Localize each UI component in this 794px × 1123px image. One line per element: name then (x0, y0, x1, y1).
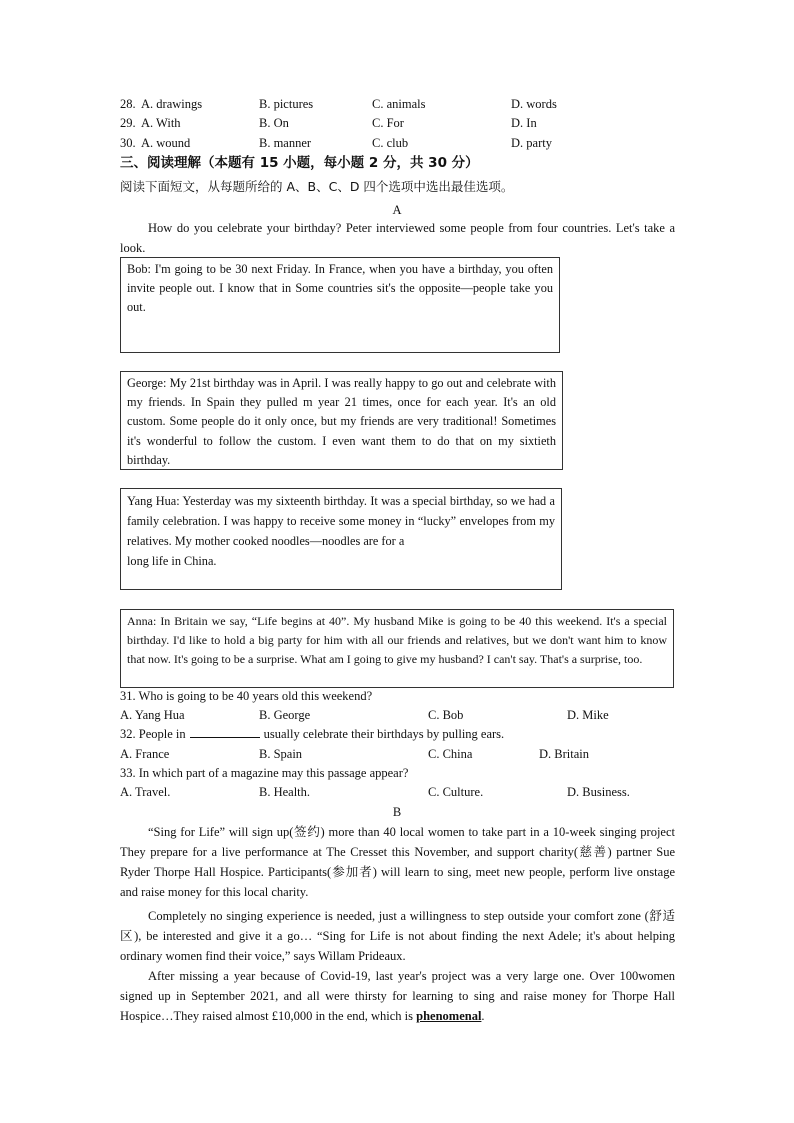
answer-blank (190, 725, 260, 738)
option-d: D. words (511, 97, 557, 111)
choice-a: A. Travel. (120, 785, 171, 799)
question-33-choices (120, 783, 680, 801)
choice-c: C. China (428, 747, 473, 761)
option-c: C. For (372, 116, 404, 130)
question-32-stem (120, 725, 504, 743)
passage-b-p1-text: “Sing for Life” will sign up(签约) more than 40 local women to take part in a 10-week singing project They prepare for a live performance at The Cresset this November, and support charity(慈善) partner Sue Ryder Thorpe Hall Hospice. Participants(参加者) will learn to sing, meet new people, perform live onstage and raise money for this local charity. (120, 825, 675, 899)
passage-a-intro-text: How do you celebrate your birthday? Peter interviewed some people from four countries. Let's take a look. (120, 221, 675, 255)
question-32-stem-post: usually celebrate their birthdays by pulling ears. (263, 727, 505, 741)
question-number: 29. (120, 116, 136, 130)
choice-d: D. Mike (567, 708, 609, 722)
highlighted-word: phenomenal (416, 1009, 482, 1023)
interview-box-bob (120, 257, 560, 353)
passage-a-label: A (392, 203, 402, 217)
passage-b-p3-text: After missing a year because of Covid-19, last year's project was a very large one. Over 100women signed up in September 2021, and all were thirsty for learning to sing and raise money for Thorpe Hall Hospice…They raised almost £10,000 in the end, which is (120, 969, 675, 1023)
interview-text-george: George: My 21st birthday was in April. I was really happy to go out and celebrate with my friends. In Spain they pulled m year 21 times, once for each year. It's an old custom. Some people do it only once, but my friends are very traditional! Sometimes it's wonderful to follow the custom. I even want them to do that on my sixtieth birthday. (127, 376, 556, 467)
choice-c: C. Bob (428, 708, 464, 722)
option-c: C. animals (372, 97, 426, 111)
choice-a: A. France (120, 747, 170, 761)
option-row-28 (120, 95, 680, 113)
option-b: B. pictures (259, 97, 314, 111)
option-c: C. club (372, 136, 409, 150)
interview-box-yang-hua (120, 488, 562, 590)
section-instruction: 阅读下面短文，从每题所给的 A、B、C、D 四个选项中选出最佳选项。 (120, 179, 514, 194)
option-d: D. In (511, 116, 537, 130)
question-31-choices (120, 706, 680, 724)
passage-b-paragraph-1 (120, 822, 675, 902)
interview-text-anna: Anna: In Britain we say, “Life begins at 40”. My husband Mike is going to be 40 this weekend. It's a special birthday. I'd like to hold a big party for him with all our friends and relatives, but we don't want him to know that now. It's going to be a surprise. What am I going to give my husband? I can't say. That's a surprise, too. (127, 614, 667, 666)
interview-text-yang-hua-cont: long life in China. (127, 554, 217, 568)
option-b: B. manner (259, 136, 312, 150)
question-32-choices (120, 745, 680, 763)
option-d: D. party (511, 136, 552, 150)
passage-a-intro (120, 218, 675, 258)
choice-b: B. George (259, 708, 311, 722)
passage-b-p2-text: Completely no singing experience is needed, just a willingness to step outside your comfort zone (舒适区), be interested and give it a go… “Sing for Life is not about finding the next Adele; it's about helping ordinary women find their voice,” says Willam Prideaux. (120, 909, 675, 963)
option-a: A. With (141, 116, 181, 130)
option-b: B. On (259, 116, 289, 130)
option-a: A. drawings (141, 97, 203, 111)
interview-text-bob: Bob: I'm going to be 30 next Friday. In France, when you have a birthday, you often invite people out. I know that in Some countries sit's the opposite—people take you out. (127, 262, 553, 315)
passage-b-paragraph-2 (120, 906, 675, 966)
section-title: 三、阅读理解（本题有 15 小题，每小题 2 分，共 30 分） (120, 155, 479, 171)
choice-c: C. Culture. (428, 785, 484, 799)
interview-box-anna (120, 609, 674, 688)
choice-a: A. Yang Hua (120, 708, 185, 722)
question-number: 28. (120, 97, 136, 111)
passage-b-p3-end: . (481, 1009, 485, 1023)
passage-b-label: B (392, 805, 402, 819)
choice-d: D. Britain (539, 747, 589, 761)
option-row-29 (120, 114, 680, 132)
question-31-stem: 31. Who is going to be 40 years old this weekend? (120, 689, 373, 703)
passage-b-paragraph-3 (120, 966, 675, 1026)
choice-b: B. Health. (259, 785, 311, 799)
interview-text-yang-hua: Yang Hua: Yesterday was my sixteenth birthday. It was a special birthday, so we had a family celebration. I was happy to receive some money in “lucky” envelopes from my relatives. My mother cooked noodles—noodles are for a (127, 494, 555, 548)
question-33-stem: 33. In which part of a magazine may this passage appear? (120, 766, 409, 780)
question-number: 30. (120, 136, 136, 150)
choice-b: B. Spain (259, 747, 303, 761)
option-a: A. wound (141, 136, 191, 150)
option-row-30 (120, 134, 680, 152)
question-32-stem-pre: 32. People in (120, 727, 186, 741)
interview-box-george (120, 371, 563, 470)
choice-d: D. Business. (567, 785, 630, 799)
